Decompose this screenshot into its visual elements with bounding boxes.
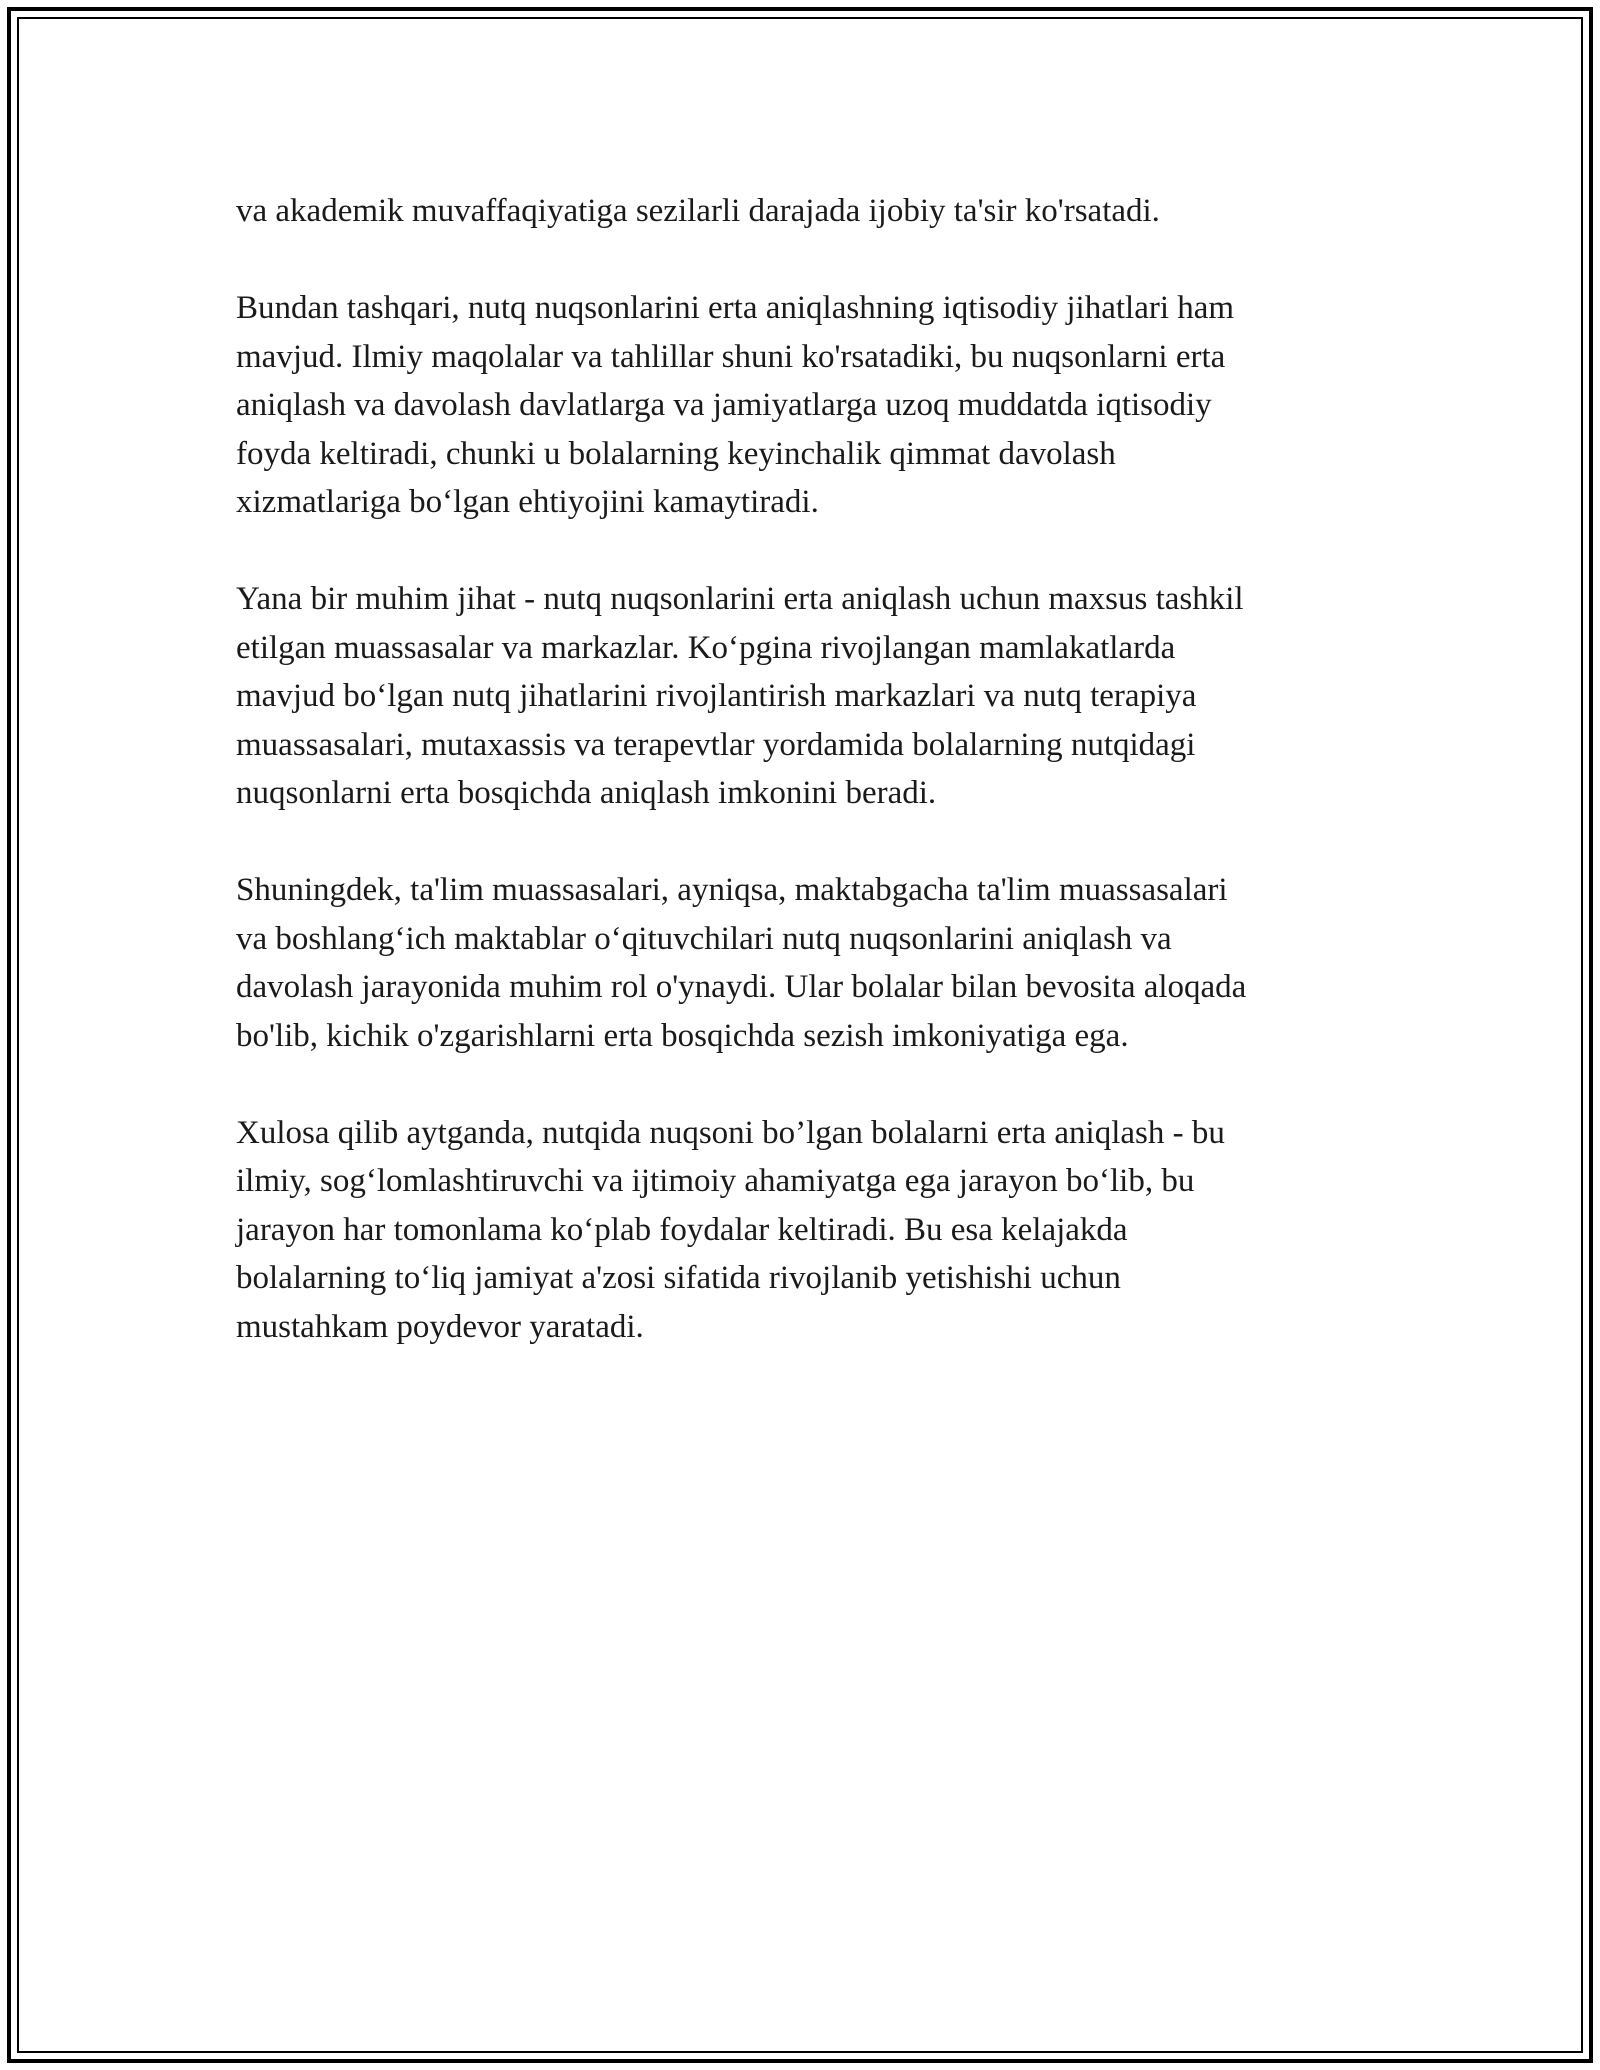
paragraph-educational-institutions: Shuningdek, ta'lim muassasalari, ayniqsa, maktabgacha ta'lim muassasalari va boshlang‘ich maktablar o‘qituvchilari nutq nuqsonlarini aniqlash va davolash jarayonida muhim rol o'ynaydi. Ular bolalar bilan bevosita aloqada bo'lib, kichik o'zgarishlarni erta bosqichda sezish imkoniyatiga ega. xyxy=(236,872,1247,1054)
document-body xyxy=(236,187,1396,1400)
paragraph-continuation: va akademik muvaffaqiyatiga sezilarli darajada ijobiy ta'sir ko'rsatadi. xyxy=(236,193,1160,229)
paragraph-conclusion: Xulosa qilib aytganda, nutqida nuqsoni bo’lgan bolalarni erta aniqlash - bu ilmiy, sog‘lomlashtiruvchi va ijtimoiy ahamiyatga ega jarayon bo‘lib, bu jarayon har tomonlama ko‘plab foydalar keltiradi. Bu esa kelajakda bolalarning to‘liq jamiyat a'zosi sifatida rivojlanib yetishishi uchun mustahkam poydevor yaratadi. xyxy=(236,1114,1225,1345)
paragraph-economic-aspects: Bundan tashqari, nutq nuqsonlarini erta aniqlashning iqtisodiy jihatlari ham mavjud. Ilmiy maqolalar va tahlillar shuni ko'rsatadiki, bu nuqsonlarni erta aniqlash va davolash davlatlarga va jamiyatlarga uzoq muddatda iqtisodiy foyda keltiradi, chunki u bolalarning keyinchalik qimmat davolash xizmatlariga bo‘lgan ehtiyojini kamaytiradi. xyxy=(236,290,1235,520)
paragraph-specialized-institutions: Yana bir muhim jihat - nutq nuqsonlarini erta aniqlash uchun maxsus tashkil etilgan muassasalar va markazlar. Ko‘pgina rivojlangan mamlakatlarda mavjud bo‘lgan nutq jihatlarini rivojlantirish markazlari va nutq terapiya muassasalari, mutaxassis va terapevtlar yordamida bolalarning nutqidagi nuqsonlarni erta bosqichda aniqlash imkonini beradi. xyxy=(236,581,1244,811)
